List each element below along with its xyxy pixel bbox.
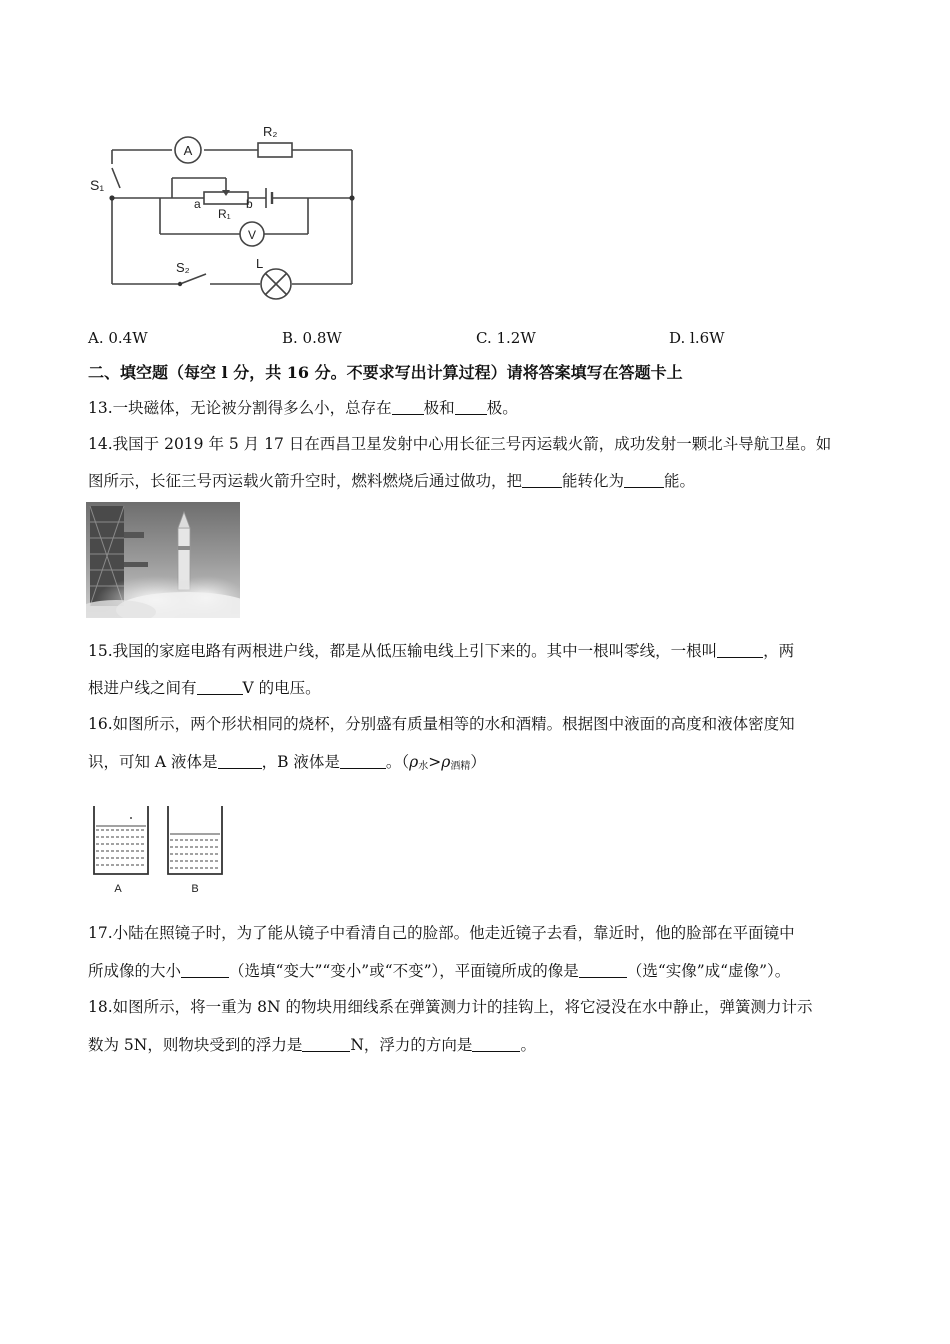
ammeter-label: A xyxy=(183,143,193,158)
question-14-line1: 14.我国于 2019 年 5 月 17 日在西昌卫星发射中心用长征三号丙运载火箭，成功发射一颗北斗导航卫星。如 xyxy=(88,435,832,453)
terminal-b-label: b xyxy=(246,197,253,211)
answer-blank xyxy=(181,961,229,978)
answer-blank xyxy=(218,752,262,769)
question-18-line1: 18.如图所示，将一重为 8N 的物块用细线系在弹簧测力计的挂钩上，将它浸没在水中静止，弹簧测力计示 xyxy=(88,998,813,1016)
answer-blank xyxy=(472,1035,520,1052)
section-heading: 二、填空题（每空 l 分，共 16 分。不要求写出计算过程）请将答案填写在答题卡上 xyxy=(88,363,683,382)
question-15-line1: 15.我国的家庭电路有两根进户线，都是从低压输电线上引下来的。其中一根叫零线，一根叫 ，两 xyxy=(88,642,795,660)
r2-label: R₂ xyxy=(263,124,278,139)
question-16-line2: 识，可知 A 液体是 ，B 液体是 。$(\rho_水>\rho_{酒精})$ xyxy=(88,753,486,772)
beaker-a-label: A xyxy=(114,883,122,895)
option-a: A. 0.4W xyxy=(88,329,148,347)
question-number: 15 xyxy=(88,642,108,660)
terminal-a-label: a xyxy=(194,197,201,211)
lamp-label: L xyxy=(256,256,264,271)
option-d: D. l.6W xyxy=(669,329,725,347)
answer-blank xyxy=(302,1035,350,1052)
voltmeter-label: V xyxy=(247,228,257,242)
beaker-b-label: B xyxy=(191,883,199,895)
question-18-line2: 数为 5N，则物块受到的浮力是 N，浮力的方向是 。 xyxy=(88,1036,536,1054)
question-17-line2: 所成像的大小 （选填“变大”“变小”或“不变”），平面镜所成的像是 （选“实像”成“虚像”）。 xyxy=(88,962,791,980)
answer-blank xyxy=(717,641,763,658)
s2-label: S₂ xyxy=(176,260,190,275)
question-16-line1: 16.如图所示，两个形状相同的烧杯，分别盛有质量相等的水和酒精。根据图中液面的高度和液体密度知 xyxy=(88,715,795,733)
option-c: C. 1.2W xyxy=(476,329,536,347)
answer-blank xyxy=(197,678,243,695)
question-14-line2: 图所示，长征三号丙运载火箭升空时，燃料燃烧后通过做功，把 能转化为 能。 xyxy=(88,472,696,490)
answer-blank xyxy=(624,471,664,488)
answer-blank xyxy=(579,961,627,978)
r1-label: R₁ xyxy=(218,207,231,221)
question-17-line1: 17.小陆在照镜子时，为了能从镜子中看清自己的脸部。他走近镜子去看，靠近时，他的脸部在平面镜中 xyxy=(88,924,795,942)
s1-label: S₁ xyxy=(90,177,105,193)
circuit-diagram xyxy=(80,108,370,308)
question-13: 13.一块磁体，无论被分割得多么小，总存在 极和 极。 xyxy=(88,399,518,417)
question-number: 14 xyxy=(88,435,108,453)
answer-blank xyxy=(522,471,562,488)
beakers-diagram xyxy=(88,800,238,900)
question-number: 13 xyxy=(88,399,108,417)
question-15-line2: 根进户线之间有 V 的电压。 xyxy=(88,679,321,697)
option-b: B. 0.8W xyxy=(282,329,342,347)
answer-blank xyxy=(392,398,424,415)
rocket-launch-photo xyxy=(86,502,240,618)
answer-blank xyxy=(455,398,487,415)
answer-blank xyxy=(340,752,386,769)
question-number: 16 xyxy=(88,715,108,733)
question-number: 17 xyxy=(88,924,108,942)
question-number: 18 xyxy=(88,998,108,1016)
